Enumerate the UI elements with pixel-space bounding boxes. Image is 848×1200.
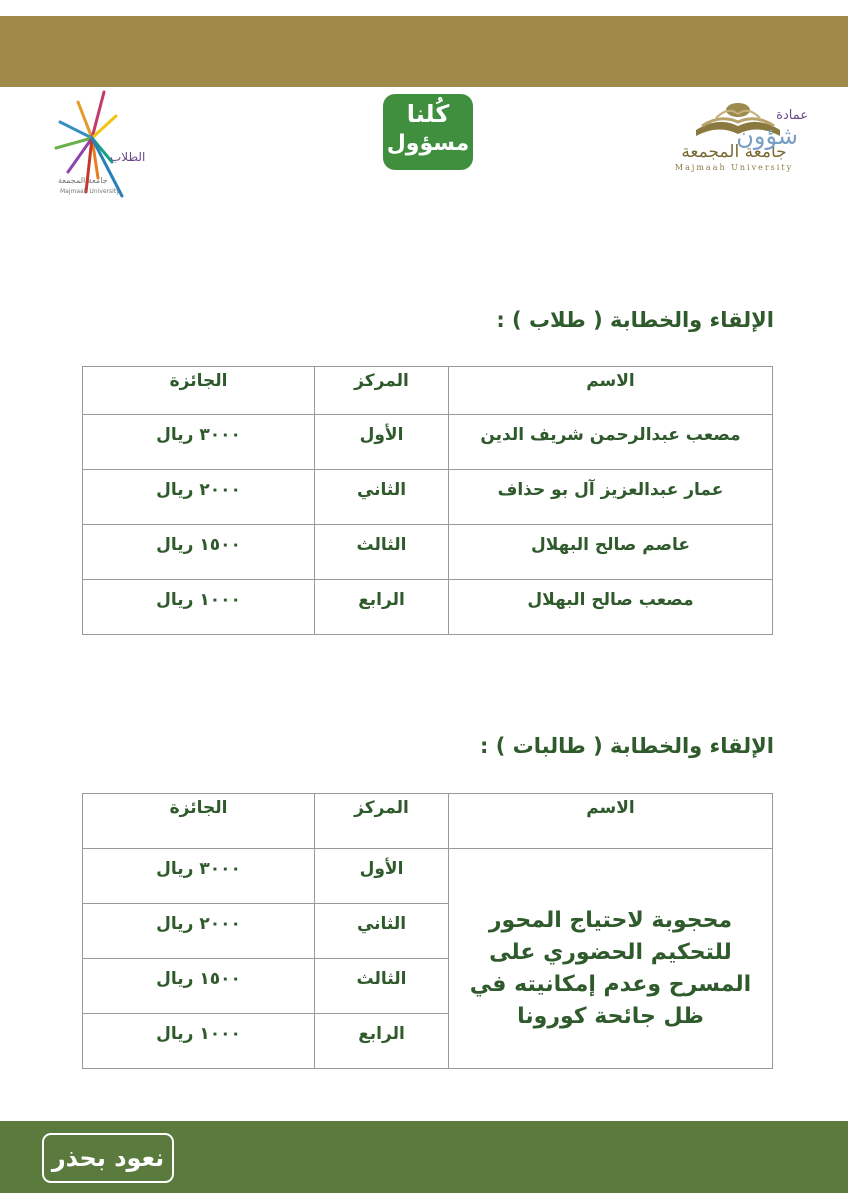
header-name: الاسم <box>449 367 773 415</box>
affairs-line1: عمادة <box>776 108 808 123</box>
table-row <box>83 580 773 635</box>
header-prize: الجائزة <box>83 794 315 849</box>
cell-name: عمار عبدالعزيز آل بو حذاف <box>449 470 773 525</box>
cell-prize: ٣٠٠٠ ريال <box>83 415 315 470</box>
affairs-university-ar: جامعة المجمعة <box>58 176 108 185</box>
table-header-row <box>83 367 773 415</box>
cell-prize: ٢٠٠٠ ريال <box>83 470 315 525</box>
cell-prize: ١٥٠٠ ريال <box>83 525 315 580</box>
cell-rank: الرابع <box>315 580 449 635</box>
table-row <box>83 525 773 580</box>
cell-prize: ٣٠٠٠ ريال <box>83 849 315 904</box>
section2-title: الإلقاء والخطابة ( طالبات ) : <box>480 734 774 758</box>
majmaah-logo-english: Majmaah University <box>674 163 794 172</box>
header-band <box>0 16 848 87</box>
table-row <box>83 415 773 470</box>
naood-bihathar-logo: نعود بحذر <box>42 1133 174 1183</box>
cell-rank: الرابع <box>315 1014 449 1069</box>
cell-rank: الثالث <box>315 959 449 1014</box>
cell-rank: الثاني <box>315 470 449 525</box>
cell-name: مصعب عبدالرحمن شريف الدين <box>449 415 773 470</box>
header-name: الاسم <box>449 794 773 849</box>
affairs-line2: شؤون <box>736 122 798 150</box>
cell-prize: ٢٠٠٠ ريال <box>83 904 315 959</box>
cell-rank: الأول <box>315 415 449 470</box>
section1-title: الإلقاء والخطابة ( طلاب ) : <box>496 308 774 332</box>
withheld-notice: محجوبة لاحتياج المحور للتحكيم الحضوري على المسرح وعدم إمكانيته في ظل جائحة كورونا <box>449 849 773 1069</box>
affairs-university-en: Majmaah University <box>60 188 120 195</box>
cell-rank: الثاني <box>315 904 449 959</box>
cell-name: عاصم صالح البهلال <box>449 525 773 580</box>
cell-prize: ١٠٠٠ ريال <box>83 1014 315 1069</box>
header-rank: المركز <box>315 367 449 415</box>
affairs-line3: الطلاب <box>110 150 146 164</box>
cell-rank: الثالث <box>315 525 449 580</box>
header-prize: الجائزة <box>83 367 315 415</box>
table-row <box>83 849 773 904</box>
kulluna-line1: كُلنا <box>406 100 450 128</box>
bottom-margin <box>0 1193 848 1200</box>
top-margin <box>0 0 848 16</box>
students-results-table <box>82 366 773 635</box>
table-header-row <box>83 794 773 849</box>
header-rank: المركز <box>315 794 449 849</box>
female-students-results-table <box>82 793 773 1069</box>
cell-name: مصعب صالح البهلال <box>449 580 773 635</box>
kulluna-line2: مسؤول <box>386 131 470 156</box>
majmaah-logo-arabic: جامعة المجمعة <box>681 142 787 162</box>
cell-rank: الأول <box>315 849 449 904</box>
cell-prize: ١٠٠٠ ريال <box>83 580 315 635</box>
cell-prize: ١٥٠٠ ريال <box>83 959 315 1014</box>
table-row <box>83 470 773 525</box>
